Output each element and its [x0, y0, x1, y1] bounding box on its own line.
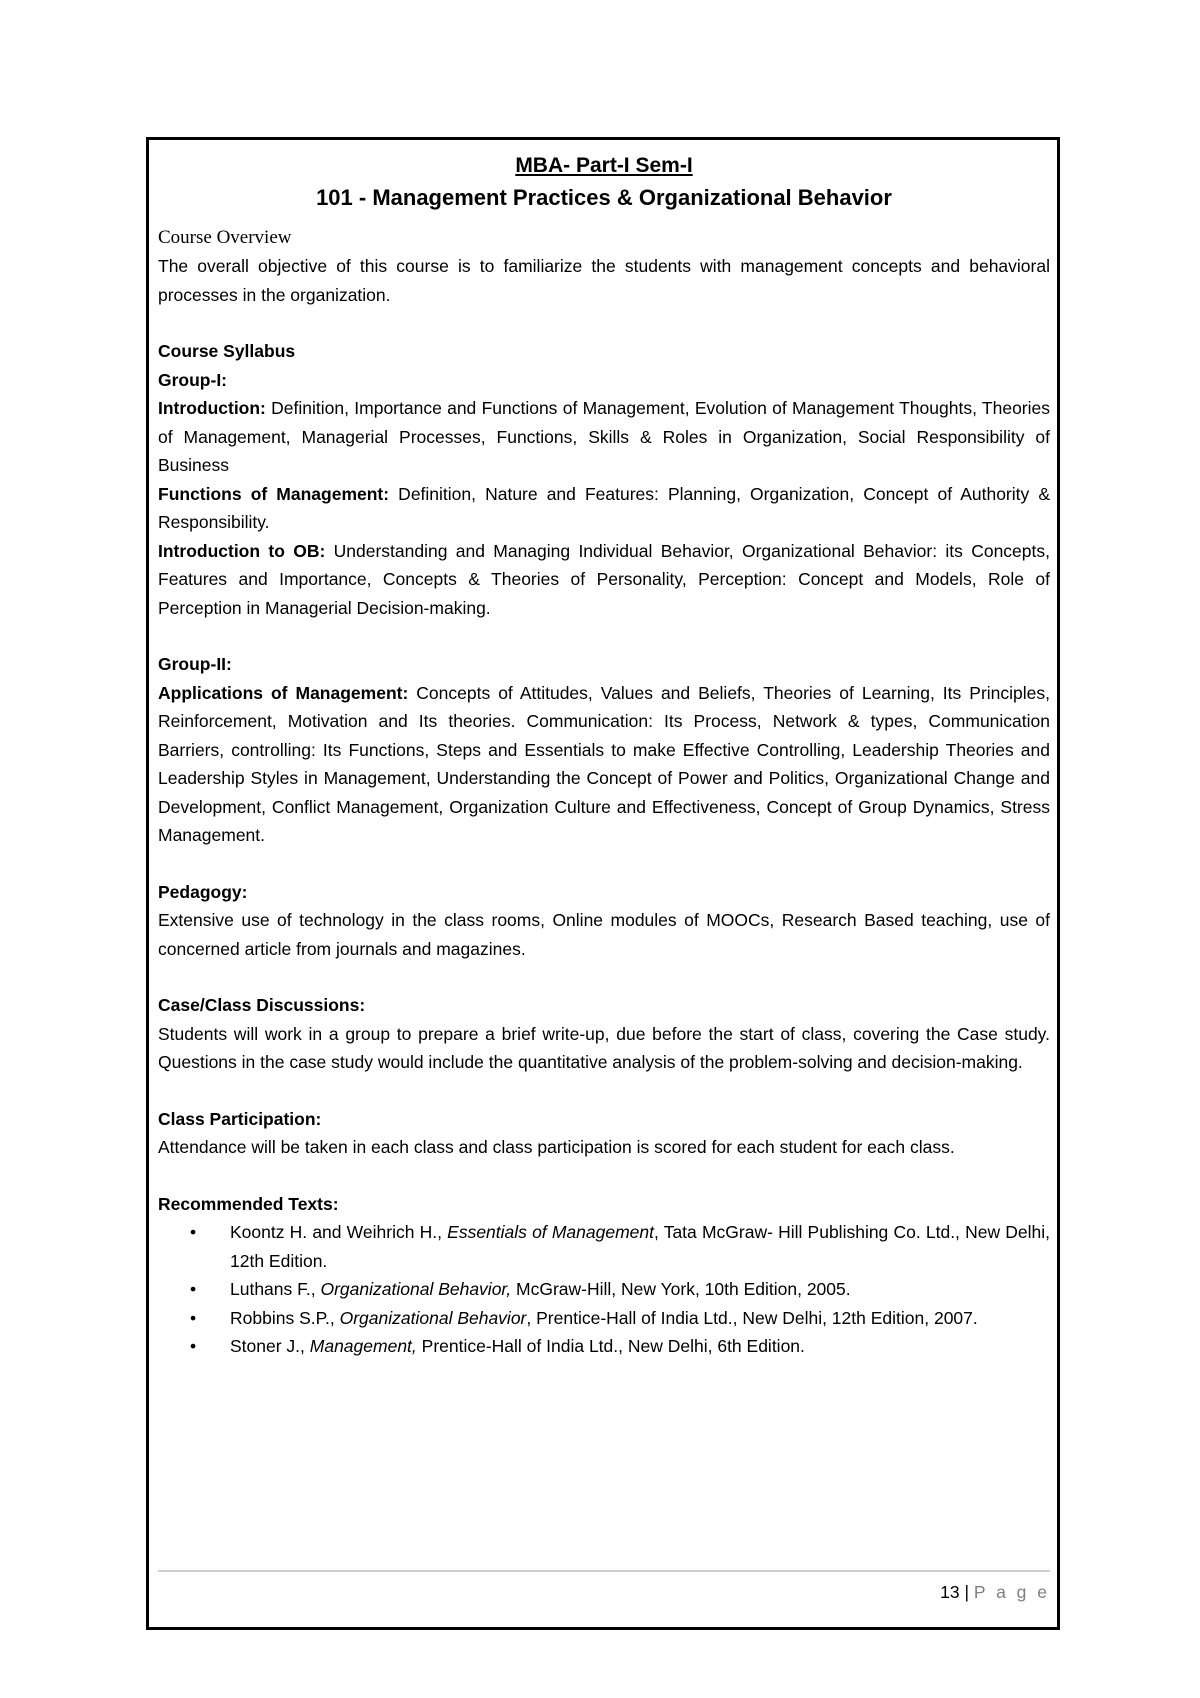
syllabus-item-applications	[158, 679, 1050, 850]
page-title: 101 - Management Practices & Organizational Behavior	[316, 185, 892, 210]
item-text: Definition, Nature and Features: Planning, Organization, Concept of Authority & Responsibility.	[158, 483, 1051, 532]
ref-publisher: , Prentice-Hall of India Ltd., New Delhi, 12th Edition, 2007.	[526, 1307, 978, 1328]
page-label: P a g e	[973, 1582, 1050, 1602]
ref-author: Koontz H. and Weihrich H.,	[230, 1222, 448, 1242]
page-number: 13	[940, 1582, 960, 1602]
ref-publisher: Prentice-Hall of India Ltd., New Delhi, 6th Edition.	[416, 1336, 805, 1356]
item-text: Concepts of Attitudes, Values and Beliefs, Theories of Learning, Its Principles, Reinforcement, Motivation and Its theories. Communication: Its Process, Network & types, Communication Barriers, controlling: Its Functions, Steps and Essentials to make Effective Controlling, Leadership Theories and Leadership Styles in Management, Understanding the Concept of Power and Politics, Organizational Change and Development, Conflict Management, Organization Culture and Effectiveness, Concept of Group Dynamics, Stress Management.	[158, 682, 1050, 845]
course-line: MBA- Part-I Sem-I	[515, 154, 693, 177]
bullet-icon: •	[190, 1336, 197, 1356]
ref-author: Robbins S.P.,	[230, 1307, 340, 1328]
ref-publisher: , Tata McGraw- Hill Publishing Co. Ltd., New Delhi, 12th Edition.	[230, 1222, 1050, 1271]
reference-item	[158, 1332, 1050, 1361]
overview-text: The overall objective of this course is to familiarize the students with management concepts and behavioral processes in the organization.	[158, 256, 1050, 305]
syllabus-heading: Course Syllabus	[158, 341, 296, 361]
case-heading: Case/Class Discussions:	[158, 995, 366, 1015]
reference-list	[158, 1218, 1050, 1361]
item-label: Introduction:	[158, 398, 266, 418]
item-label: Functions of Management:	[158, 483, 390, 504]
ref-publisher: McGraw-Hill, New York, 10th Edition, 2005.	[511, 1279, 851, 1299]
item-text: Understanding and Managing Individual Behavior, Organizational Behavior: its Concepts, Features and Importance, Concepts & Theories of Personality, Perception: Concept and Models, Role of Perception in Managerial Decision-making.	[158, 540, 1050, 618]
footer-divider	[158, 1570, 1050, 1572]
ref-title: Management,	[309, 1336, 417, 1356]
syllabus-item-introduction	[158, 394, 1050, 480]
ref-title: Organizational Behavior,	[320, 1279, 512, 1299]
syllabus-item-functions	[158, 480, 1050, 537]
case-text: Students will work in a group to prepare a brief write-up, due before the start of class, covering the Case study. Questions in the case study would include the quantitative analysis of the problem-solving and decision-making.	[158, 1023, 1050, 1072]
page-separator: |	[964, 1582, 969, 1602]
reference-item	[158, 1218, 1050, 1275]
pedagogy-heading: Pedagogy:	[158, 881, 248, 902]
group2-heading: Group-II:	[158, 654, 232, 674]
document-content	[158, 150, 1050, 1361]
syllabus-item-ob	[158, 537, 1050, 623]
reference-item	[158, 1275, 1050, 1304]
pedagogy-text: Extensive use of technology in the class rooms, Online modules of MOOCs, Research Based teaching, use of concerned article from journals and magazines.	[158, 910, 1050, 959]
reference-item	[158, 1304, 1050, 1333]
group1-heading: Group-I:	[158, 369, 228, 390]
overview-heading: Course Overview	[158, 227, 292, 248]
item-label: Introduction to OB:	[158, 540, 326, 561]
participation-heading: Class Participation:	[158, 1108, 322, 1129]
ref-author: Luthans F.,	[230, 1279, 321, 1299]
texts-heading: Recommended Texts:	[158, 1193, 339, 1214]
bullet-icon: •	[190, 1307, 197, 1328]
ref-author: Stoner J.,	[230, 1336, 310, 1356]
page-footer	[158, 1582, 1050, 1603]
ref-title: Organizational Behavior	[339, 1307, 527, 1328]
ref-title: Essentials of Management	[447, 1222, 654, 1242]
item-text: Definition, Importance and Functions of Management, Evolution of Management Thoughts, Theories of Management, Managerial Processes, Functions, Skills & Roles in Organization, Social Responsibility of Business	[158, 398, 1050, 475]
item-label: Applications of Management:	[158, 682, 409, 703]
participation-text: Attendance will be taken in each class and class participation is scored for each student for each class.	[158, 1137, 955, 1157]
bullet-icon: •	[190, 1222, 197, 1242]
bullet-icon: •	[190, 1279, 197, 1299]
